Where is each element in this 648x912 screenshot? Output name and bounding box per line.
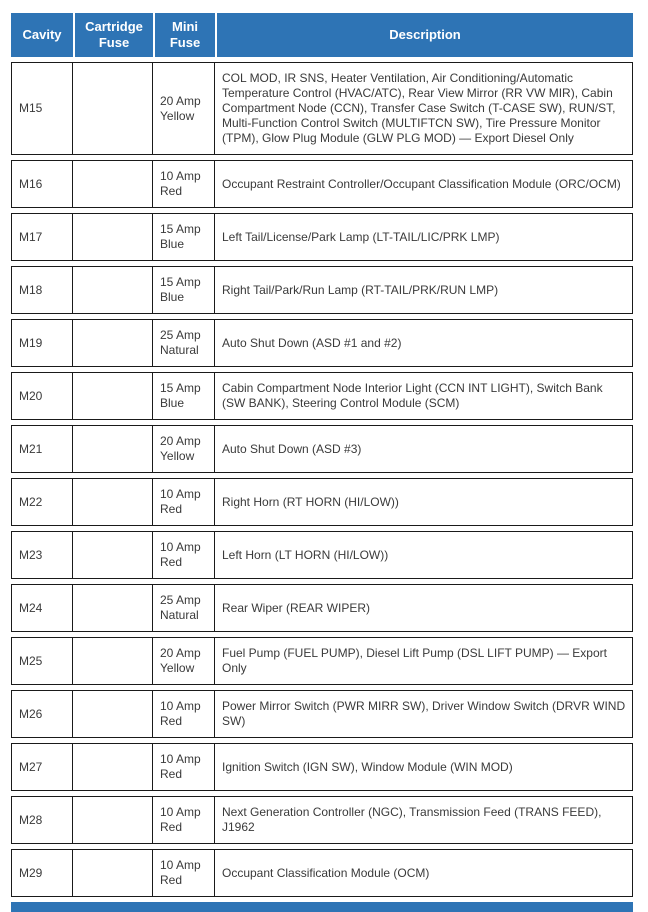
cell-cavity: M28 — [11, 796, 73, 844]
header-row — [11, 13, 633, 57]
table-row — [11, 319, 633, 367]
cell-cavity: M22 — [11, 478, 73, 526]
cell-description: Power Mirror Switch (PWR MIRR SW), Driver Window Switch (DRVR WIND SW) — [215, 690, 633, 738]
cell-cartridge-fuse — [73, 584, 153, 632]
header-description: Description — [215, 13, 633, 57]
cell-cavity: M27 — [11, 743, 73, 791]
cell-description: Left Tail/License/Park Lamp (LT-TAIL/LIC/PRK LMP) — [215, 213, 633, 261]
cell-description: Next Generation Controller (NGC), Transmission Feed (TRANS FEED), J1962 — [215, 796, 633, 844]
table-row — [11, 478, 633, 526]
cell-cavity: M19 — [11, 319, 73, 367]
cell-cartridge-fuse — [73, 266, 153, 314]
table-row — [11, 531, 633, 579]
cell-mini-fuse: 10 Amp Red — [153, 796, 215, 844]
header-mini-fuse: Mini Fuse — [153, 13, 215, 57]
table-row — [11, 62, 633, 155]
cell-mini-fuse: 15 Amp Blue — [153, 372, 215, 420]
cell-mini-fuse: 10 Amp Red — [153, 690, 215, 738]
cell-description: Occupant Restraint Controller/Occupant Classification Module (ORC/OCM) — [215, 160, 633, 208]
fuse-table — [11, 8, 633, 902]
cell-cavity: M29 — [11, 849, 73, 897]
cell-mini-fuse: 10 Amp Red — [153, 849, 215, 897]
table-row — [11, 584, 633, 632]
cell-cavity: M16 — [11, 160, 73, 208]
cell-mini-fuse: 10 Amp Red — [153, 478, 215, 526]
fuse-table-header — [11, 13, 633, 57]
cell-cartridge-fuse — [73, 319, 153, 367]
cell-mini-fuse: 10 Amp Red — [153, 531, 215, 579]
cell-mini-fuse: 20 Amp Yellow — [153, 425, 215, 473]
cell-cavity: M25 — [11, 637, 73, 685]
cell-description: Fuel Pump (FUEL PUMP), Diesel Lift Pump (DSL LIFT PUMP) — Export Only — [215, 637, 633, 685]
table-row — [11, 690, 633, 738]
table-row — [11, 425, 633, 473]
table-row — [11, 796, 633, 844]
cell-mini-fuse: 20 Amp Yellow — [153, 637, 215, 685]
table-row — [11, 160, 633, 208]
cell-cartridge-fuse — [73, 372, 153, 420]
cell-cartridge-fuse — [73, 62, 153, 155]
cell-mini-fuse: 25 Amp Natural — [153, 584, 215, 632]
cell-description: Occupant Classification Module (OCM) — [215, 849, 633, 897]
cell-description: COL MOD, IR SNS, Heater Ventilation, Air Conditioning/Automatic Temperature Control (HVAC/ATC), Rear View Mirror (RR VW MIR), Cabin Compartment Node (CCN), Transfer Case Switch (T-CASE SW), RUN/ST, Multi-Function Control Switch (MULTIFTCN SW), Tire Pressure Monitor (TPM), Glow Plug Module (GLW PLG MOD) — Export Diesel Only — [215, 62, 633, 155]
cell-cartridge-fuse — [73, 425, 153, 473]
cell-cavity: M21 — [11, 425, 73, 473]
cell-cartridge-fuse — [73, 478, 153, 526]
cell-description: Right Horn (RT HORN (HI/LOW)) — [215, 478, 633, 526]
table-row — [11, 849, 633, 897]
cell-description: Auto Shut Down (ASD #1 and #2) — [215, 319, 633, 367]
table-row — [11, 213, 633, 261]
cell-cavity: M24 — [11, 584, 73, 632]
cell-cavity: M23 — [11, 531, 73, 579]
partial-next-table-header-bar — [11, 902, 633, 912]
table-row — [11, 743, 633, 791]
table-row — [11, 637, 633, 685]
cell-cartridge-fuse — [73, 531, 153, 579]
cell-mini-fuse: 15 Amp Blue — [153, 213, 215, 261]
header-cartridge-fuse: Cartridge Fuse — [73, 13, 153, 57]
cell-description: Auto Shut Down (ASD #3) — [215, 425, 633, 473]
cell-cavity: M26 — [11, 690, 73, 738]
cell-cavity: M20 — [11, 372, 73, 420]
cell-description: Ignition Switch (IGN SW), Window Module (WIN MOD) — [215, 743, 633, 791]
cell-description: Cabin Compartment Node Interior Light (CCN INT LIGHT), Switch Bank (SW BANK), Steering Control Module (SCM) — [215, 372, 633, 420]
header-cavity: Cavity — [11, 13, 73, 57]
cell-cartridge-fuse — [73, 637, 153, 685]
cell-cartridge-fuse — [73, 213, 153, 261]
cell-description: Right Tail/Park/Run Lamp (RT-TAIL/PRK/RUN LMP) — [215, 266, 633, 314]
cell-mini-fuse: 15 Amp Blue — [153, 266, 215, 314]
cell-mini-fuse: 10 Amp Red — [153, 160, 215, 208]
fuse-table-body — [11, 62, 633, 897]
cell-cavity: M17 — [11, 213, 73, 261]
cell-mini-fuse: 10 Amp Red — [153, 743, 215, 791]
cell-description: Left Horn (LT HORN (HI/LOW)) — [215, 531, 633, 579]
cell-description: Rear Wiper (REAR WIPER) — [215, 584, 633, 632]
cell-cavity: M18 — [11, 266, 73, 314]
cell-cartridge-fuse — [73, 160, 153, 208]
table-row — [11, 372, 633, 420]
cell-mini-fuse: 20 Amp Yellow — [153, 62, 215, 155]
table-row — [11, 266, 633, 314]
cell-cavity: M15 — [11, 62, 73, 155]
cell-cartridge-fuse — [73, 796, 153, 844]
cell-cartridge-fuse — [73, 690, 153, 738]
cell-mini-fuse: 25 Amp Natural — [153, 319, 215, 367]
cell-cartridge-fuse — [73, 849, 153, 897]
cell-cartridge-fuse — [73, 743, 153, 791]
